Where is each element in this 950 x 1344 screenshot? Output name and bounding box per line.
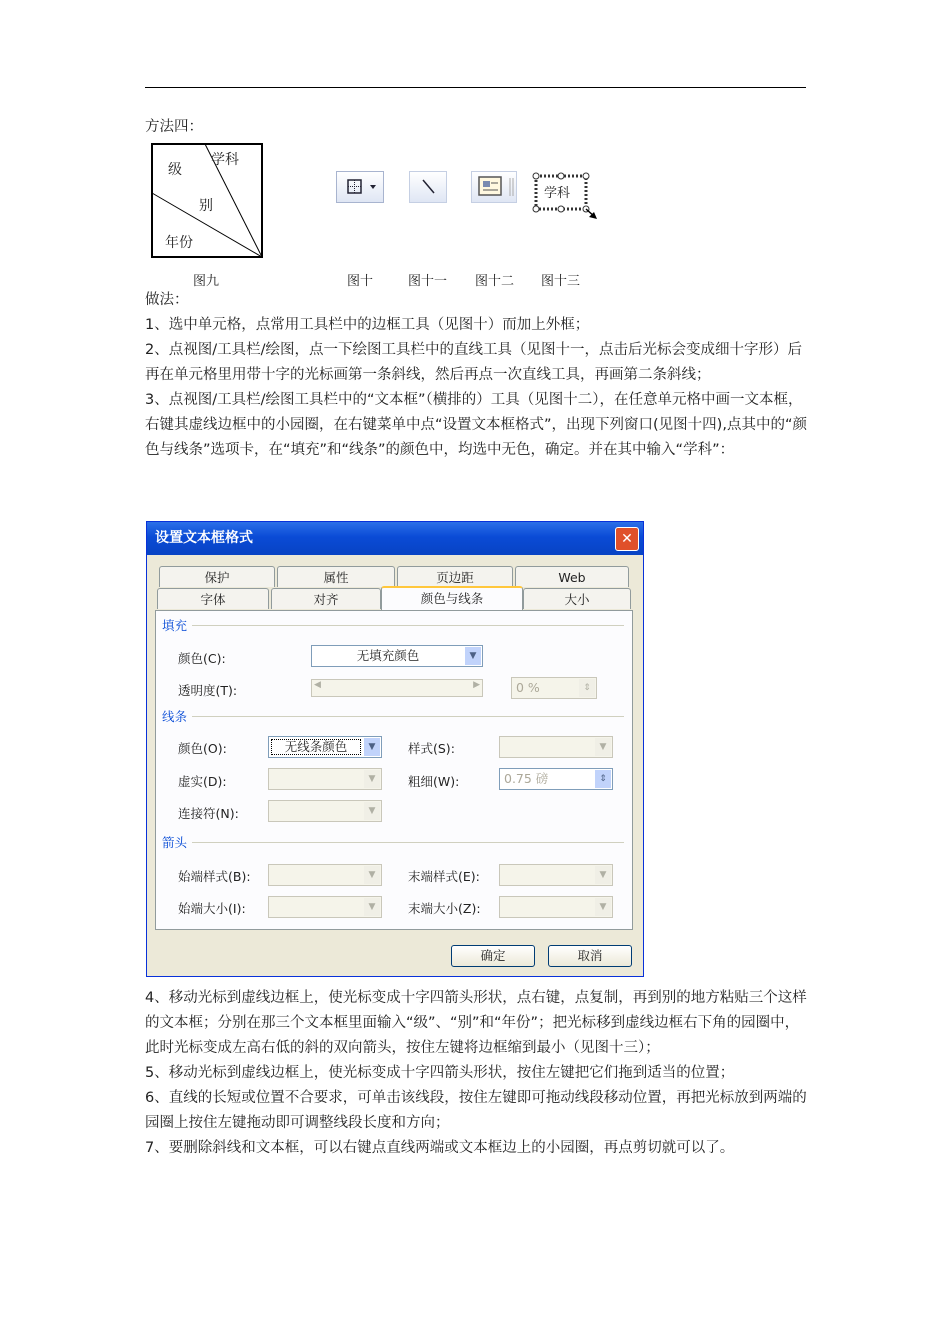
fig9-year-label: 年份: [165, 235, 193, 251]
begin-style-select[interactable]: [268, 864, 382, 886]
fig9-level-label: 级: [168, 162, 182, 178]
method-steps-part1: [145, 288, 807, 463]
figure-9-diagonal-cell: [151, 143, 263, 258]
spinner-arrows-icon[interactable]: ⇕: [579, 679, 595, 697]
connector-label: 连接符(N):: [178, 806, 239, 821]
step-3: 3、点视图/工具栏/绘图工具栏中的“文本框”（横排的）工具（见图十二），在任意单元格中画一文本框，右键其虚线边框中的小园圈，在右键菜单中点“设置文本框格式”，出现下列窗口(见图十四),点其中的“颜色与线条”选项卡，在“填充”和“线条”的颜色中，均选中无色，确定。并在其中输入“学科”：: [145, 392, 807, 458]
line-weight-spinner[interactable]: [499, 768, 613, 790]
fig9-type-label: 别: [199, 198, 213, 214]
chevron-down-icon[interactable]: ▼: [595, 898, 611, 916]
line-weight-label: 粗细(W):: [408, 774, 460, 789]
fig13-subject-label: 学科: [544, 186, 571, 201]
header-rule: [145, 87, 806, 88]
step-2: 2、点视图/工具栏/绘图，点一下绘图工具栏中的直线工具（见图十一，点击后光标会变成细十字形）后再在单元格里用带十字的光标画第一条斜线，然后再点一次直线工具，再画第二条斜线；: [145, 342, 802, 383]
fig9-caption: 图九: [193, 274, 220, 289]
line-tool-icon: [410, 172, 446, 202]
tab-protect[interactable]: 保护: [159, 566, 275, 587]
chevron-down-icon[interactable]: ▼: [595, 866, 611, 884]
end-style-label: 末端样式(E):: [408, 869, 480, 884]
format-textbox-dialog: [146, 521, 644, 977]
figure-13-resized-textbox: [531, 170, 601, 224]
chevron-down-icon[interactable]: ▼: [364, 898, 380, 916]
fill-divider: [192, 625, 624, 626]
transparency-spinner[interactable]: [511, 677, 597, 699]
transparency-label: 透明度(T):: [178, 683, 238, 698]
close-icon[interactable]: ✕: [615, 527, 639, 551]
chevron-down-icon[interactable]: ▼: [364, 770, 380, 788]
colors-lines-panel: [155, 610, 633, 930]
tab-size[interactable]: 大小: [523, 588, 631, 609]
step-4: 4、移动光标到虚线边框上，使光标变成十字四箭头形状，点右键，点复制，再到别的地方粘贴三个这样的文本框；分别在那三个文本框里面输入“级”、“别”和“年份”；把光标移到虚线边框右下角的园圈中，此时光标变成左高右低的斜的双向箭头，按住左键将边框缩到最小（见图十三）；: [145, 990, 807, 1056]
figure-10-border-tool: [336, 171, 384, 203]
tab-properties[interactable]: 属性: [277, 566, 395, 587]
end-style-select[interactable]: [499, 864, 613, 886]
fig12-caption: 图十二: [475, 274, 515, 289]
figure-12-textbox-tool: [471, 171, 517, 203]
dash-select[interactable]: [268, 768, 382, 790]
line-color-label: 颜色(O):: [178, 741, 227, 756]
end-size-select[interactable]: [499, 896, 613, 918]
fig9-subject-label: 学科: [211, 152, 239, 168]
transparency-slider[interactable]: [311, 679, 483, 697]
end-size-label: 末端大小(Z):: [408, 901, 481, 916]
line-section-title: 线条: [162, 709, 188, 724]
fig10-caption: 图十: [347, 274, 374, 289]
ok-button[interactable]: 确定: [451, 945, 535, 967]
tab-margins[interactable]: 页边距: [397, 566, 513, 587]
tab-web[interactable]: Web: [515, 566, 629, 587]
step-5: 5、移动光标到虚线边框上，使光标变成十字四箭头形状，按住左键把它们拖到适当的位置；: [145, 1065, 735, 1081]
begin-size-select[interactable]: [268, 896, 382, 918]
tab-colors-and-lines[interactable]: 颜色与线条: [381, 586, 523, 610]
line-style-select[interactable]: [499, 736, 613, 758]
method-heading: 方法四：: [145, 119, 203, 135]
spinner-arrows-icon[interactable]: ⇕: [595, 770, 611, 788]
tab-font[interactable]: 字体: [157, 588, 269, 609]
line-style-label: 样式(S):: [408, 741, 455, 756]
dialog-title: 设置文本框格式: [155, 530, 253, 546]
border-grid-icon: [337, 172, 383, 202]
step-6: 6、直线的长短或位置不合要求，可单击该线段，按住左键即可拖动线段移动位置，再把光标放到两端的园圈上按住左键拖动即可调整线段长度和方向；: [145, 1090, 807, 1131]
chevron-down-icon[interactable]: ▼: [364, 738, 380, 756]
textbox-tool-icon: [472, 172, 516, 202]
step-1: 1、选中单元格，点常用工具栏中的边框工具（见图十）而加上外框；: [145, 317, 590, 333]
arrows-divider: [192, 842, 624, 843]
transparency-value: 0 %: [516, 680, 540, 695]
dialog-titlebar: [147, 522, 643, 555]
fig11-caption: 图十一: [408, 274, 448, 289]
fill-color-value: 无填充颜色: [356, 648, 420, 663]
step-7: 7、要删除斜线和文本框，可以右键点直线两端或文本框边上的小园圈，再点剪切就可以了。: [145, 1140, 735, 1156]
chevron-down-icon[interactable]: ▼: [364, 866, 380, 884]
method-steps-part2: [145, 986, 807, 1161]
line-color-value: 无线条颜色: [269, 737, 363, 757]
line-weight-value: 0.75 磅: [504, 771, 549, 786]
cancel-button[interactable]: 取消: [548, 945, 632, 967]
begin-style-label: 始端样式(B):: [178, 869, 251, 884]
begin-size-label: 始端大小(I):: [178, 901, 246, 916]
fill-color-label: 颜色(C):: [178, 651, 226, 666]
arrows-section-title: 箭头: [162, 835, 188, 850]
connector-select[interactable]: [268, 800, 382, 822]
slider-right-icon: ▶: [473, 680, 480, 690]
fig13-caption: 图十三: [541, 274, 581, 289]
line-divider: [192, 716, 624, 717]
line-color-select[interactable]: [268, 736, 382, 758]
figure-11-line-tool: [409, 171, 447, 203]
dash-label: 虚实(D):: [178, 774, 227, 789]
method-label: 做法：: [145, 292, 189, 308]
chevron-down-icon[interactable]: ▼: [465, 647, 481, 665]
chevron-down-icon[interactable]: ▼: [364, 802, 380, 820]
fill-color-select[interactable]: [311, 645, 483, 667]
slider-left-icon: ◀: [314, 680, 321, 690]
chevron-down-icon[interactable]: ▼: [595, 738, 611, 756]
fill-section-title: 填充: [162, 618, 188, 633]
tab-alignment[interactable]: 对齐: [271, 588, 381, 609]
